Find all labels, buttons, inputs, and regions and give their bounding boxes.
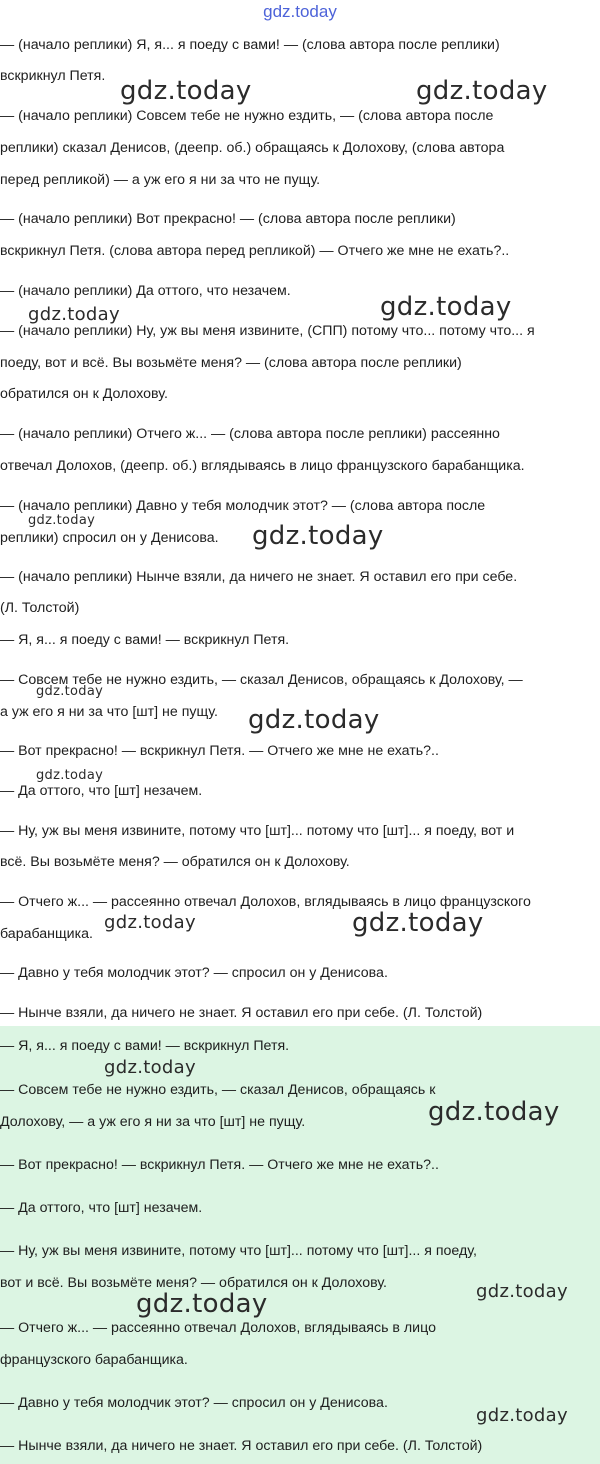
- watermark: gdz.today: [352, 908, 484, 938]
- text-line: — Ну, уж вы меня извините, потому что [шт]... потому что [шт]... я поеду,: [0, 1243, 477, 1259]
- watermark: gdz.today: [428, 1097, 560, 1127]
- watermark: gdz.today: [28, 304, 120, 325]
- text-line: — Давно у тебя молодчик этот? — спросил он у Денисова.: [0, 965, 388, 981]
- watermark: gdz.today: [36, 684, 104, 699]
- text-line: — (начало реплики) Вот прекрасно! — (слова автора после реплики): [0, 211, 456, 227]
- text-line: вскрикнул Петя.: [0, 68, 106, 84]
- watermark: gdz.today: [36, 768, 104, 783]
- text-line: французского барабанщика.: [0, 1352, 188, 1368]
- text-line: — Отчего ж... — рассеянно отвечал Долохов, вглядываясь в лицо французского: [0, 894, 531, 910]
- text-line: — Вот прекрасно! — вскрикнул Петя. — Отчего же мне не ехать?..: [0, 743, 439, 759]
- watermark: gdz.today: [120, 76, 252, 106]
- text-line: — Совсем тебе не нужно ездить, — сказал Денисов, обращаясь к Долохову, —: [0, 672, 523, 688]
- text-line: — Я, я... я поеду с вами! — вскрикнул Петя.: [0, 632, 290, 648]
- text-line: — (начало реплики) Да оттого, что незачем.: [0, 283, 291, 299]
- text-line: — Да оттого, что [шт] незачем.: [0, 1200, 203, 1216]
- text-line: реплики) сказал Денисов, (деепр. об.) обращаясь к Долохову, (слова автора: [0, 140, 505, 156]
- text-line: — (начало реплики) Ну, уж вы меня извините, (СПП) потому что... потому что... я: [0, 323, 535, 339]
- text-line: обратился он к Долохову.: [0, 386, 168, 402]
- watermark: gdz.today: [252, 521, 384, 551]
- text-line: — (начало реплики) Отчего ж... — (слова автора после реплики) рассеянно: [0, 426, 500, 442]
- text-line: всё. Вы возьмёте меня? — обратился он к Долохову.: [0, 854, 350, 870]
- watermark: gdz.today: [380, 292, 512, 322]
- text-line: — Вот прекрасно! — вскрикнул Петя. — Отчего же мне не ехать?..: [0, 1157, 439, 1173]
- text-line: — (начало реплики) Совсем тебе не нужно ездить, — (слова автора после: [0, 108, 494, 124]
- text-line: Долохову, — а уж его я ни за что [шт] не пущу.: [0, 1114, 306, 1130]
- text-line: — Ну, уж вы меня извините, потому что [шт]... потому что [шт]... я поеду, вот и: [0, 823, 515, 839]
- text-line: вот и всё. Вы возьмёте меня? — обратился он к Долохову.: [0, 1275, 387, 1291]
- text-line: поеду, вот и всё. Вы возьмёте меня? — (слова автора после реплики): [0, 355, 462, 371]
- text-line: реплики) спросил он у Денисова.: [0, 530, 219, 546]
- text-line: (Л. Толстой): [0, 600, 80, 616]
- text-line: — Да оттого, что [шт] незачем.: [0, 783, 203, 799]
- watermark: gdz.today: [416, 76, 548, 106]
- text-line: вскрикнул Петя. (слова автора перед репликой) — Отчего же мне не ехать?..: [0, 243, 510, 259]
- watermark: gdz.today: [476, 1281, 568, 1302]
- text-line: — Я, я... я поеду с вами! — вскрикнул Петя.: [0, 1038, 290, 1054]
- watermark: gdz.today: [104, 1057, 196, 1078]
- text-line: — Совсем тебе не нужно ездить, — сказал Денисов, обращаясь к: [0, 1082, 436, 1098]
- text-line: — (начало реплики) Нынче взяли, да ничего не знает. Я оставил его при себе.: [0, 569, 518, 585]
- watermark-top: gdz.today: [263, 2, 337, 21]
- text-line: барабанщика.: [0, 926, 93, 942]
- watermark: gdz.today: [28, 513, 96, 528]
- text-line: — Нынче взяли, да ничего не знает. Я оставил его при себе. (Л. Толстой): [0, 1438, 483, 1454]
- text-line: отвечал Долохов, (деепр. об.) вглядываясь в лицо французского барабанщика.: [0, 458, 525, 474]
- text-line: а уж его я ни за что [шт] не пущу.: [0, 704, 218, 720]
- text-line: — (начало реплики) Я, я... я поеду с вами! — (слова автора после реплики): [0, 37, 500, 53]
- watermark: gdz.today: [136, 1289, 268, 1319]
- text-line: — Отчего ж... — рассеянно отвечал Долохов, вглядываясь в лицо: [0, 1320, 436, 1336]
- text-line: — Давно у тебя молодчик этот? — спросил он у Денисова.: [0, 1395, 388, 1411]
- watermark: gdz.today: [248, 705, 380, 735]
- text-line: — Нынче взяли, да ничего не знает. Я оставил его при себе. (Л. Толстой): [0, 1005, 483, 1021]
- text-line: перед репликой) — а уж его я ни за что не пущу.: [0, 172, 321, 188]
- text-line: — (начало реплики) Давно у тебя молодчик этот? — (слова автора после: [0, 498, 486, 514]
- watermark: gdz.today: [104, 912, 196, 933]
- watermark: gdz.today: [476, 1405, 568, 1426]
